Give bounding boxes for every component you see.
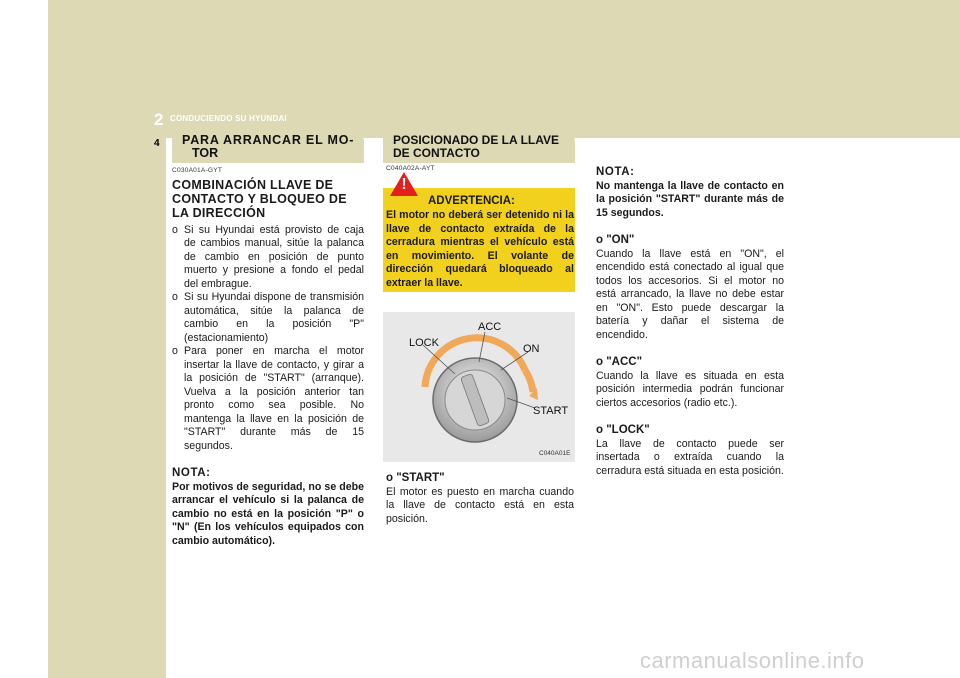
rotation-arc-start [525, 370, 533, 392]
chapter-title: CONDUCIENDO SU HYUNDAI [170, 114, 287, 123]
list-item-text: Si su Hyundai dispone de transmisión automática, sitúe la palanca de cambio en la posición "P" (estacionamiento) [184, 291, 364, 344]
left-column [172, 164, 364, 548]
section-tab-line: PARA ARRANCAR EL MO- [182, 133, 355, 147]
note-title: NOTA: [172, 467, 211, 479]
on-text: Cuando la llave está en "ON", el encendido está conectado al igual que todos los accesorios. Si el motor no está arrancado, la llave no debe estar en "ON". Esto puede descargar la batería y dañar el sistema de encendido. [596, 247, 784, 341]
figure-code: C040A01E [539, 450, 571, 457]
bullet-mark: o [172, 345, 178, 357]
bullet-mark: o [172, 291, 178, 303]
ignition-figure [383, 312, 575, 462]
section-tab-line: POSICIONADO DE LA LLAVE [393, 133, 560, 147]
section-code: C040A02A-AYT [386, 165, 435, 172]
warning-title: ADVERTENCIA: [428, 195, 515, 207]
section-heading: COMBINACIÓN LLAVE DE CONTACTO Y BLOQUEO DE LA DIRECCIÓN [172, 177, 347, 220]
ignition-switch-illustration [383, 312, 575, 462]
bullet-mark: o [172, 223, 178, 236]
right-column [596, 152, 784, 478]
list-item-text: Para poner en marcha el motor insertar la llave de contacto, y girar a la posición de "START" (arranque). Vuelva a la posición anterior tan pronto como sea posible. No mantenga la llave en la posición de "START" durante más de 15 segundos. [184, 345, 364, 452]
list-item [172, 291, 364, 345]
start-title: o "START" [386, 472, 445, 484]
label-start: START [533, 405, 569, 417]
start-text: El motor es puesto en marcha cuando la llave de contacto está en esta posición. [386, 485, 574, 525]
lock-text: La llave de contacto puede ser insertada o extraída cuando la cerradura está situada en esta posición. [596, 437, 784, 477]
label-acc: ACC [478, 321, 502, 333]
section-code: C030A01A-GYT [172, 167, 223, 174]
chapter-number: 2 [154, 110, 164, 129]
watermark: carmanualsonline.info [640, 648, 865, 673]
label-lock: LOCK [409, 337, 439, 349]
section-tab-starting [172, 130, 364, 163]
list-item [172, 224, 364, 292]
note-text: No mantenga la llave de contacto en la posición "START" durante más de 15 segundos. [596, 179, 784, 219]
note-text: Por motivos de seguridad, no se debe arrancar el vehículo si la palanca de cambio no está en la posición "P" o "N" (En los vehículos equipados con cambio automático). [172, 480, 364, 547]
acc-title: o "ACC" [596, 356, 643, 368]
list-item [172, 345, 364, 453]
acc-text: Cuando la llave es situada en esta posición intermedia podrán funcionar ciertos accesorios (radio etc.). [596, 369, 784, 409]
note-title: NOTA: [596, 166, 635, 178]
warning-exclamation: ! [401, 176, 407, 193]
page-number: 4 [154, 138, 160, 149]
warning-text: El motor no deberá ser detenido ni la llave de contacto extraída de la cerradura mientras el vehículo está en movimiento. El volante de dirección quedará bloqueado al extraer la llave. [386, 209, 574, 289]
section-tab-line: TOR [192, 146, 219, 160]
on-title: o "ON" [596, 234, 635, 246]
side-band [48, 138, 166, 678]
section-tab-key-positions [383, 130, 575, 163]
lock-title: o "LOCK" [596, 424, 650, 436]
bullet-list [172, 224, 364, 454]
list-item-text: Si su Hyundai está provisto de caja de cambios manual, sitúe la palanca de cambio en posición de punto muerto y presione a fondo el pedal del embrague. [184, 223, 364, 290]
middle-text [386, 458, 574, 526]
label-on: ON [523, 343, 540, 355]
section-tab-line: DE CONTACTO [393, 146, 480, 160]
